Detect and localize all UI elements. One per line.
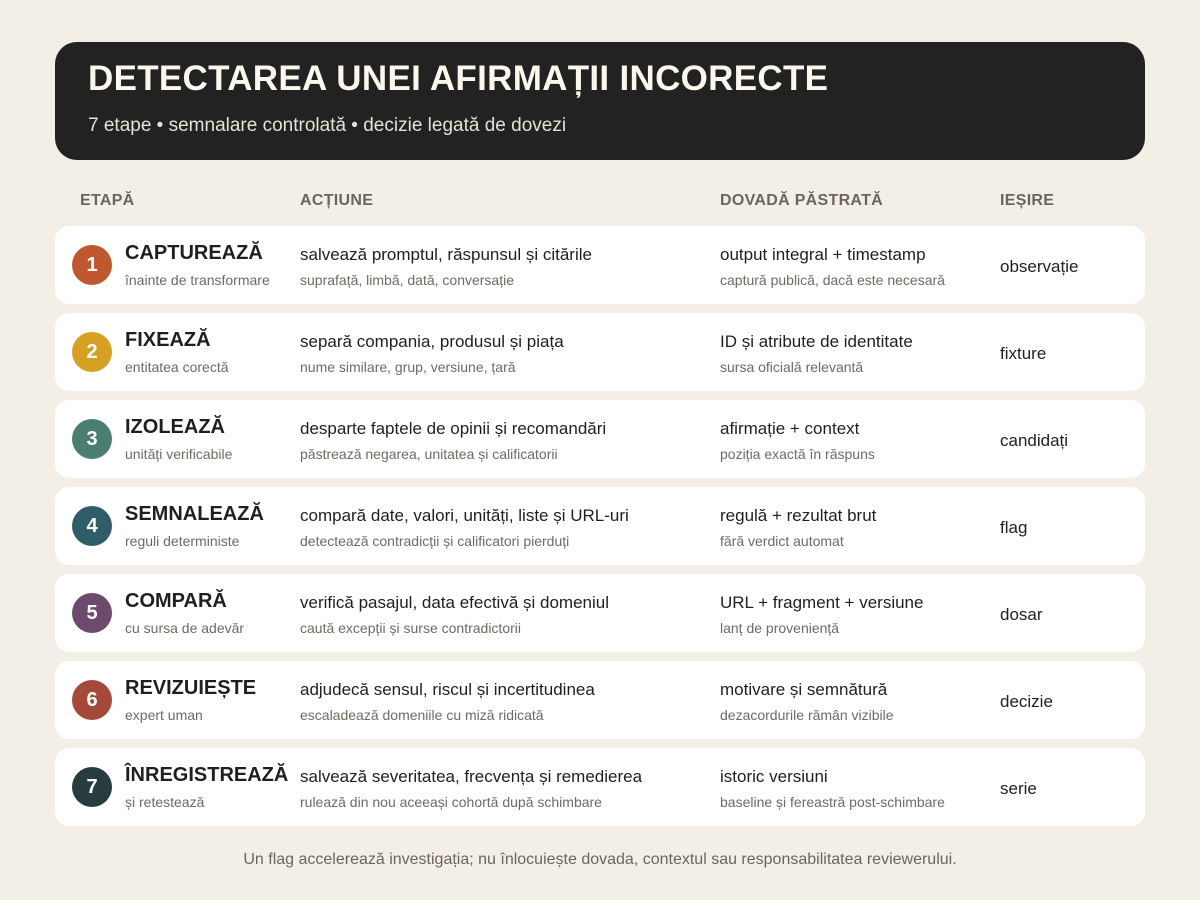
step-action-detail: suprafață, limbă, dată, conversație xyxy=(300,272,515,288)
header-banner xyxy=(55,42,1145,160)
step-title: REVIZUIEȘTE xyxy=(125,677,257,699)
step-evidence: regulă + rezultat brut xyxy=(720,506,877,525)
step-evidence-detail: sursa oficială relevantă xyxy=(720,359,864,375)
step-evidence-detail: poziția exactă în răspuns xyxy=(720,446,875,462)
step-evidence: motivare și semnătură xyxy=(720,680,888,699)
step-title: SEMNALEAZĂ xyxy=(125,503,264,525)
step-action: salvează promptul, răspunsul și citările xyxy=(300,245,592,264)
step-evidence-detail: baseline și fereastră post-schimbare xyxy=(720,794,945,810)
step-title: IZOLEAZĂ xyxy=(125,416,225,438)
column-header-action: ACȚIUNE xyxy=(300,192,374,209)
step-number-badge: 1 xyxy=(72,245,112,285)
step-evidence-detail: dezacordurile rămân vizibile xyxy=(720,707,894,723)
step-row xyxy=(55,400,1145,478)
step-subtitle: înainte de transformare xyxy=(125,272,270,288)
step-action: desparte faptele de opinii și recomandări xyxy=(300,419,607,438)
step-row xyxy=(55,574,1145,652)
step-evidence: output integral + timestamp xyxy=(720,245,926,264)
step-subtitle: expert uman xyxy=(125,707,203,723)
step-output: flag xyxy=(1000,518,1028,537)
step-row xyxy=(55,226,1145,304)
step-title: COMPARĂ xyxy=(125,590,227,612)
step-evidence-detail: fără verdict automat xyxy=(720,533,844,549)
step-evidence: URL + fragment + versiune xyxy=(720,593,924,612)
step-number-badge: 2 xyxy=(72,332,112,372)
step-evidence: afirmație + context xyxy=(720,419,860,438)
column-header-output: IEȘIRE xyxy=(1000,192,1055,209)
step-evidence: istoric versiuni xyxy=(720,767,828,786)
page-title: DETECTAREA UNEI AFIRMAȚII INCORECTE xyxy=(88,59,829,98)
step-title: CAPTUREAZĂ xyxy=(125,242,263,264)
step-action: separă compania, produsul și piața xyxy=(300,332,564,351)
step-number-badge: 7 xyxy=(72,767,112,807)
step-number-badge: 3 xyxy=(72,419,112,459)
step-row xyxy=(55,313,1145,391)
step-output: observație xyxy=(1000,257,1079,276)
step-action: verifică pasajul, data efectivă și domeniul xyxy=(300,593,609,612)
footer-note: Un flag accelerează investigația; nu înlocuiește dovada, contextul sau responsabilitatea reviewerului. xyxy=(243,851,957,868)
step-action: adjudecă sensul, riscul și incertitudinea xyxy=(300,680,595,699)
step-action: salvează severitatea, frecvența și remedierea xyxy=(300,767,643,786)
step-subtitle: reguli deterministe xyxy=(125,533,240,549)
step-number-badge: 6 xyxy=(72,680,112,720)
step-row xyxy=(55,748,1145,826)
step-evidence-detail: lanț de proveniență xyxy=(720,620,840,636)
step-output: candidați xyxy=(1000,431,1069,450)
step-subtitle: entitatea corectă xyxy=(125,359,229,375)
step-number-badge: 5 xyxy=(72,593,112,633)
step-action-detail: nume similare, grup, versiune, țară xyxy=(300,359,516,375)
step-action-detail: escaladează domeniile cu miză ridicată xyxy=(300,707,544,723)
step-evidence: ID și atribute de identitate xyxy=(720,332,913,351)
step-subtitle: cu sursa de adevăr xyxy=(125,620,245,636)
step-output: dosar xyxy=(1000,605,1043,624)
step-title: FIXEAZĂ xyxy=(125,329,211,351)
step-output: serie xyxy=(1000,779,1037,798)
step-row xyxy=(55,487,1145,565)
column-header-stage: ETAPĂ xyxy=(80,192,135,209)
step-row xyxy=(55,661,1145,739)
step-action-detail: detectează contradicții și calificatori pierduți xyxy=(300,533,570,549)
page-subtitle: 7 etape • semnalare controlată • decizie legată de dovezi xyxy=(88,115,567,136)
step-output: fixture xyxy=(1000,344,1047,363)
step-number-badge: 4 xyxy=(72,506,112,546)
step-subtitle: unități verificabile xyxy=(125,446,233,462)
step-action-detail: păstrează negarea, unitatea și calificatorii xyxy=(300,446,558,462)
step-title: ÎNREGISTREAZĂ xyxy=(125,764,289,786)
step-subtitle: și retestează xyxy=(125,794,205,810)
step-action: compară date, valori, unități, liste și URL-uri xyxy=(300,506,629,525)
step-action-detail: caută excepții și surse contradictorii xyxy=(300,620,521,636)
step-action-detail: rulează din nou aceeași cohortă după schimbare xyxy=(300,794,602,810)
column-header-evidence: DOVADĂ PĂSTRATĂ xyxy=(720,192,884,209)
step-output: decizie xyxy=(1000,692,1053,711)
step-evidence-detail: captură publică, dacă este necesară xyxy=(720,272,945,288)
